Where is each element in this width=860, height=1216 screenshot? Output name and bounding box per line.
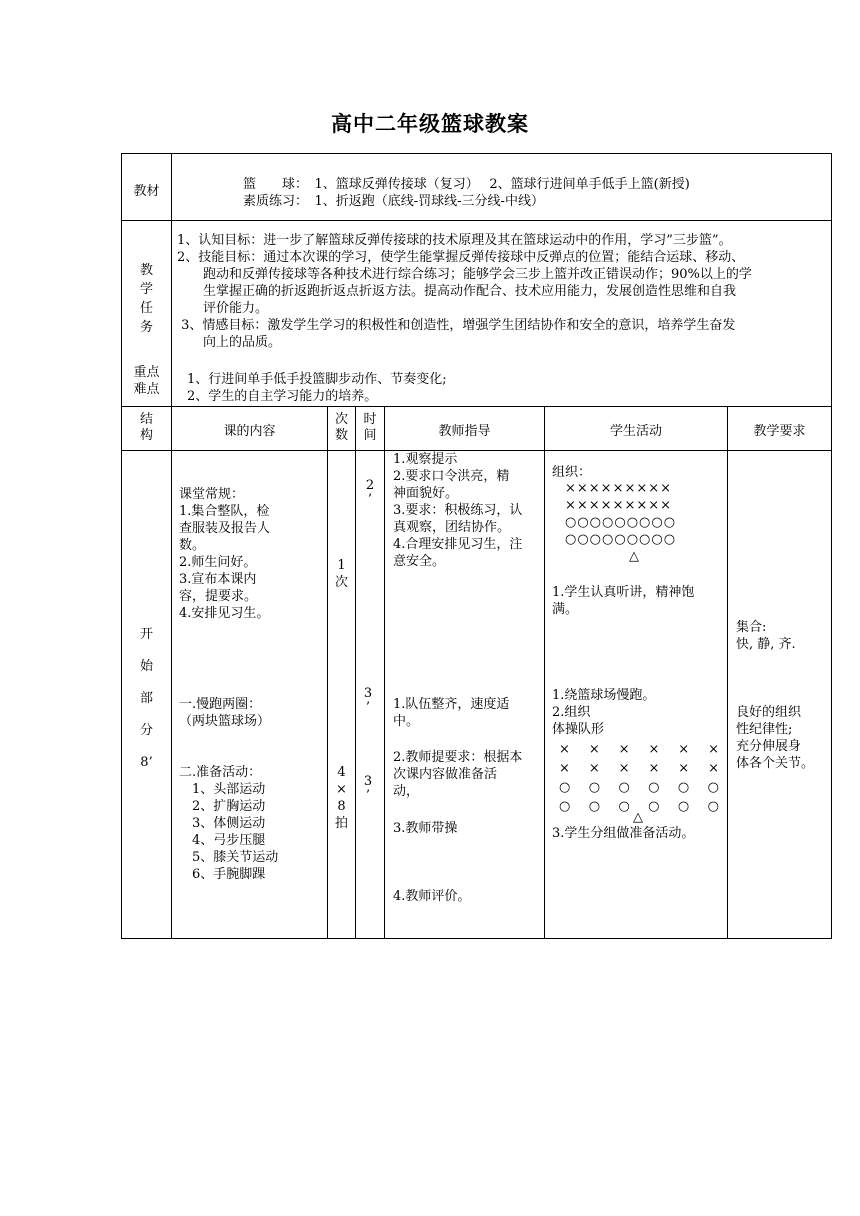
structure-label [122,619,171,779]
teacher-line: 意安全。 [393,554,446,569]
teacher-line: 中。 [393,714,420,729]
content-jog [179,696,270,730]
student-x-mark: × [708,761,719,776]
body-teacher-cell [384,450,545,939]
student-o-mark: ○ [559,799,571,814]
row-task-content-cell [171,220,832,407]
teacher-line: 4.合理安排见习生，注 [393,537,523,552]
header-count-cell [327,406,356,451]
goal-line: 1、认知目标：进一步了解篮球反弹传接球的技术原理及其在篮球运动中的作用，学习”三步篮”。 [177,233,732,248]
body-time-cell [355,450,385,939]
teacher-position-mark: △ [633,810,643,825]
teacher-routine [393,451,522,570]
requirement-line: 体各个关节。 [736,756,815,771]
gym-formation-row [559,740,719,759]
student-x-mark: × [678,761,690,776]
content-line: 一.慢跑两圈： [179,697,262,712]
key-points-list [187,371,447,405]
key-label-line: 难点 [133,382,160,397]
task-label-char: 教 [139,263,153,278]
formation-row: ○○○○○○○○○ [565,515,677,530]
header-time-cell [355,406,385,451]
time-char: 3 [363,774,373,789]
student-x-mark: × [559,742,570,757]
teacher-position-mark: △ [629,549,639,564]
student-line: 1.学生认真听讲，精神饱 [552,585,695,600]
structure-char: 始 [139,659,153,674]
content-line: （两块篮球场） [179,714,271,729]
structure-char: 8’ [140,755,153,770]
teacher-evaluate: 4.教师评价。 [393,889,471,904]
content-line: 容，提要求。 [179,589,258,604]
goal-line: 评价能力。 [177,301,269,316]
content-line: 数。 [179,538,206,553]
header-time-char: 间 [363,428,377,443]
student-o-mark: ○ [618,799,630,814]
body-requirement-cell [727,450,832,939]
student-x-mark: × [708,742,719,757]
teacher-line: 次课内容做准备活 [393,767,498,782]
header-count-char: 次 [334,412,348,427]
goal-line: 向上的品质。 [177,335,282,350]
formation-row: ××××××××× [565,498,673,513]
gym-formation-row [559,759,719,778]
count-char: 1 [337,558,346,573]
teacher-line: 2.要求口令洪亮，精 [393,469,510,484]
student-o-mark: ○ [677,780,690,795]
student-line: 2.组织 [552,705,591,720]
content-line: 3.宣布本课内 [179,572,257,587]
content-line: 4.安排见习生。 [179,606,270,621]
header-structure-char: 结 [139,412,153,427]
student-o-mark: ○ [707,799,719,814]
content-line: 查服装及报告人 [179,521,271,536]
header-structure-cell [121,406,172,451]
key-point-line: 2、学生的自主学习能力的培养。 [187,389,378,404]
student-x-mark: × [618,761,630,776]
requirement-line: 良好的组织 [736,705,802,720]
content-line: 1.集合整队，检 [179,504,270,519]
count-char: × [336,782,347,797]
count-char: 次 [334,575,348,590]
count-routine [328,557,355,591]
body-count-cell [327,450,356,939]
row-textbook-label-cell [121,153,172,221]
content-line: 3、体侧运动 [179,816,266,831]
structure-char: 分 [139,723,153,738]
content-routine [179,486,270,622]
student-x-mark: × [588,761,600,776]
student-o-mark: ○ [707,780,719,795]
student-o-mark: ○ [648,799,660,814]
formation-row: ○○○○○○○○○ [565,532,677,547]
task-label [122,261,171,337]
student-x-mark: × [588,742,600,757]
header-teacher-cell [384,406,545,451]
time-char: 3 [363,686,373,701]
goal-line: 生掌握正确的折返跑折返点折返方法。提高动作配合、技术应用能力，发展创造性思维和自我 [177,284,737,299]
time-warmup [356,775,380,803]
goal-line: 2、技能目标：通过本次课的学习，使学生能掌握反弹传接球中反弹点的位置；能结合运球、移动、 [177,250,745,265]
count-warmup [328,764,355,832]
key-label-line: 重点 [133,365,160,380]
teacher-line: 1.队伍整齐，速度适 [393,697,510,712]
gym-formation-row [559,778,719,797]
student-warmup: 3.学生分组做准备活动。 [552,826,695,841]
header-requirement: 教学要求 [753,424,806,439]
requirement-discipline [736,704,814,772]
page-title: 高中二年级篮球教案 [331,111,529,136]
student-line: 体操队形 [552,722,605,737]
count-char: 4 [337,765,346,780]
student-o-mark: ○ [588,799,601,814]
body-structure-cell [121,450,172,939]
textbook-label: 教材 [133,184,160,199]
time-char: ’ [367,492,373,507]
requirement-line: 性纪律性; [736,722,793,737]
teacher-line: 动， [393,784,420,799]
teacher-line: 2.教师提要求：根据本 [393,750,523,765]
teacher-line: 真观察，团结协作。 [393,520,511,535]
student-o-mark: ○ [588,780,601,795]
formation-grid [565,480,676,548]
content-line: 1、头部运动 [179,782,266,797]
time-routine [356,479,384,507]
time-char: ’ [365,788,371,803]
row-textbook-content-cell [171,153,832,221]
student-x-mark: × [678,742,690,757]
content-line: 4、弓步压腿 [179,833,266,848]
student-x-mark: × [648,761,660,776]
requirement-line: 充分伸展身 [736,739,802,754]
teacher-jog [393,696,509,730]
time-jog [356,687,380,715]
textbook-line-1: 篮 球： 1、篮球反弹传接球（复习） 2、篮球行进间单手低手上篮(新授) [243,177,690,192]
gym-formation-grid [559,740,719,816]
row-task-label-cell [121,220,172,407]
requirement-gather [736,619,796,653]
teacher-warmup [393,749,522,800]
header-count-char: 数 [334,428,348,443]
student-note [552,584,694,618]
count-char: 8 [337,799,346,814]
header-teacher: 教师指导 [438,424,491,439]
student-line: 1.绕篮球场慢跑。 [552,688,656,703]
student-x-mark: × [648,742,660,757]
teacher-line: 3.要求：积极练习，认 [393,503,523,518]
teacher-line: 1.观察提示 [393,452,458,467]
time-char: 2 [365,478,375,493]
task-label-char: 学 [139,282,153,297]
student-o-mark: ○ [648,780,660,795]
student-o-mark: ○ [618,780,630,795]
goal-list [177,232,752,351]
body-content-cell [171,450,328,939]
header-time-char: 时 [363,412,377,427]
task-label-char: 任 [139,301,153,316]
textbook-line-2: 素质练习： 1、折返跑（底线-罚球线-三分线-中线） [243,194,544,209]
count-char: 拍 [334,816,348,831]
goal-line: 跑动和反弹传接球等各种技术进行综合练习；能够学会三步上篮并改正错误动作；90%以上的学 [177,267,752,282]
task-label-char: 务 [139,320,153,335]
key-point-line: 1、行进间单手低手投篮脚步动作、节奏变化; [187,372,447,387]
header-student-cell [544,406,728,451]
teacher-lead-exercise: 3.教师带操 [393,821,458,836]
time-char: ’ [365,700,371,715]
content-line: 2、扩胸运动 [179,799,266,814]
goal-line: 3、情感目标：激发学生学习的积极性和创造性，增强学生团结协作和安全的意识，培养学生奋发 [177,318,736,333]
content-line: 5、膝关节运动 [179,850,279,865]
header-content: 课的内容 [223,424,276,439]
content-warmup [179,764,278,883]
requirement-line: 快, 静, 齐. [736,637,796,652]
content-line: 2.师生问好。 [179,555,257,570]
requirement-line: 集合: [736,620,767,635]
student-jog [552,687,655,738]
structure-char: 开 [139,627,153,642]
student-o-mark: ○ [677,799,690,814]
formation-row: ××××××××× [565,481,673,496]
teacher-line: 神面貌好。 [393,486,459,501]
content-line: 二.准备活动： [179,765,262,780]
structure-char: 部 [139,691,153,706]
header-requirement-cell [727,406,832,451]
student-line: 满。 [552,602,579,617]
content-line: 6、手腕脚踝 [179,867,266,882]
student-organize-label: 组织： [552,465,592,480]
header-student: 学生活动 [609,424,662,439]
student-x-mark: × [559,761,570,776]
body-student-cell [544,450,728,939]
content-line: 课堂常规： [179,487,245,502]
key-label [122,364,171,398]
header-content-cell [171,406,328,451]
student-x-mark: × [618,742,630,757]
header-structure-char: 构 [139,428,153,443]
student-o-mark: ○ [559,780,571,795]
